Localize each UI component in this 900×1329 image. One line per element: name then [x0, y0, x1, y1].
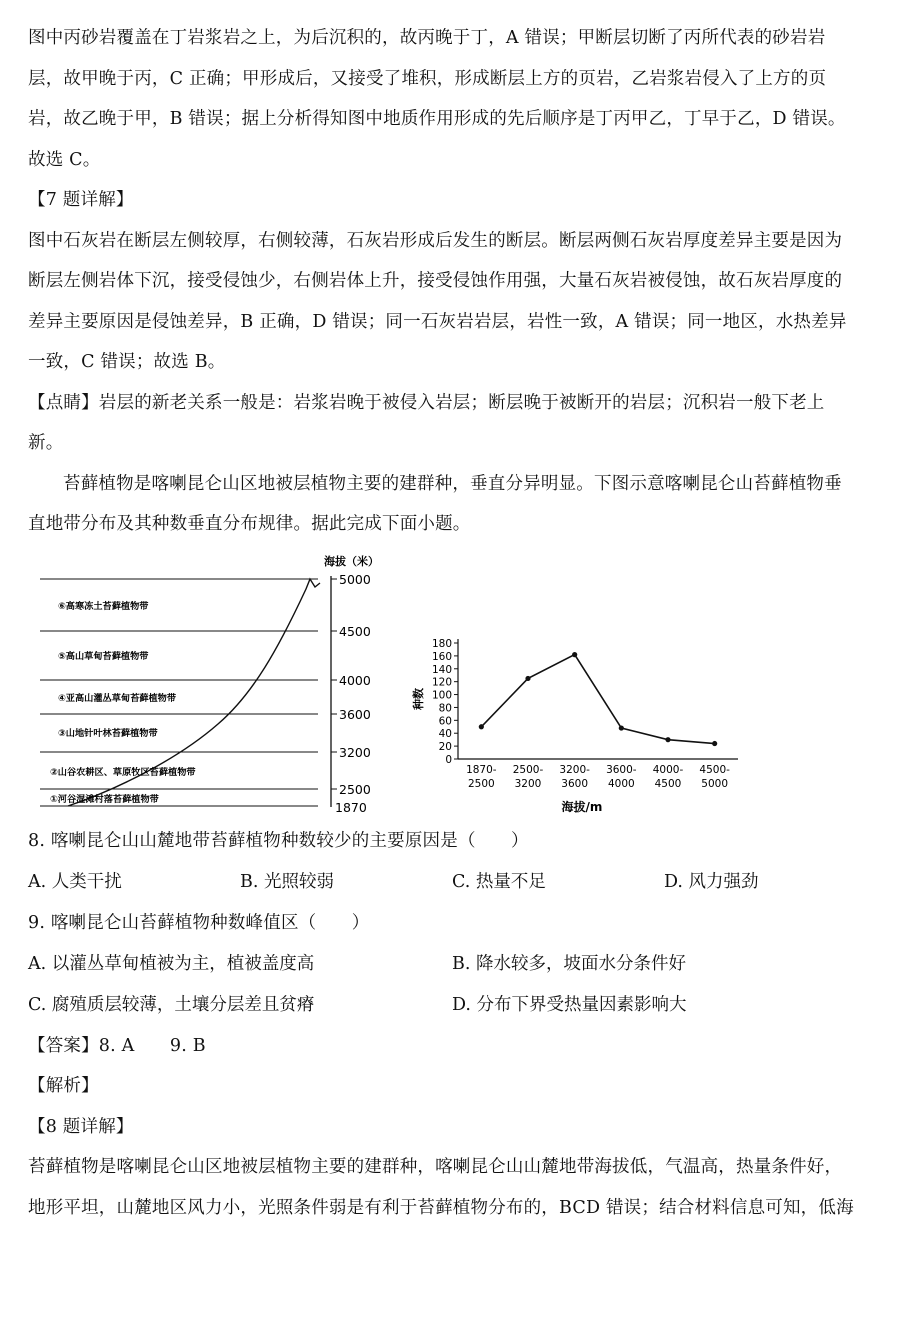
text-line: 故选 C。 — [28, 149, 101, 170]
intro-line: 直地带分布及其种数垂直分布规律。据此完成下面小题。 — [28, 514, 471, 534]
figure — [28, 549, 876, 817]
x-tick-label: 3200- — [559, 763, 590, 776]
q9-option-b[interactable]: B. 降水较多，坡面水分条件好 — [452, 953, 686, 974]
y-tick-label: 100 — [431, 689, 452, 702]
q8-heading: 【8 题详解】 — [28, 1116, 134, 1137]
q8-option-a[interactable]: A. 人类干扰 — [28, 871, 122, 892]
belt-label: ⑥高寒冻土苔藓植物带 — [58, 600, 149, 612]
answer-line: 【答案】8. A 9. B — [28, 1035, 206, 1056]
x-tick-label: 5000 — [701, 777, 729, 790]
left-axis-title: 海拔（米） — [324, 554, 379, 568]
belt-label: ②山谷农耕区、草原牧区苔藓植物带 — [50, 766, 196, 778]
species-line-chart — [400, 549, 800, 817]
y-tick-label: 120 — [431, 676, 452, 689]
y-tick-label: 20 — [438, 740, 452, 753]
q9-option-a[interactable]: A. 以灌丛草甸植被为主，植被盖度高 — [28, 953, 315, 974]
belt-label: ③山地针叶林苔藓植物带 — [58, 727, 158, 739]
q8-option-c[interactable]: C. 热量不足 — [452, 871, 546, 892]
x-tick-label: 2500 — [467, 777, 495, 790]
text-line: 差异主要原因是侵蚀差异，B 正确，D 错误；同一石灰岩岩层，岩性一致，A 错误；同一地区，水热差异 — [28, 311, 847, 332]
tick-label: 4500 — [339, 623, 371, 639]
y-tick-label: 60 — [438, 714, 452, 727]
q8-option-b[interactable]: B. 光照较弱 — [240, 871, 334, 892]
y-tick-label: 80 — [438, 701, 452, 714]
text-line: 图中丙砂岩覆盖在丁岩浆岩之上，为后沉积的，故丙晚于丁，A 错误；甲断层切断了丙所代表的砂岩岩 — [28, 28, 826, 48]
text-line: 岩，故乙晚于甲，B 错误；据上分析得知图中地质作用形成的先后顺序是丁丙甲乙，丁早于乙，D 错误。 — [28, 109, 846, 129]
x-tick-label: 3600- — [606, 763, 637, 776]
text-line: 一致，C 错误；故选 B。 — [28, 352, 226, 372]
text-line: 断层左侧岩体下沉，接受侵蚀少，右侧岩体上升，接受侵蚀作用强，大量石灰岩被侵蚀，故石灰岩厚度的 — [28, 271, 843, 291]
vertical-belt-diagram — [28, 549, 428, 817]
q9-option-d[interactable]: D. 分布下界受热量因素影响大 — [452, 994, 687, 1015]
x-tick-label: 4500 — [654, 777, 682, 790]
q7-heading: 【7 题详解】 — [28, 190, 134, 210]
q9-option-c[interactable]: C. 腐殖质层较薄，土壤分层差且贫瘠 — [28, 994, 315, 1015]
y-tick-label: 140 — [431, 663, 452, 676]
q9-stem: 9. 喀喇昆仑山苔藓植物种数峰值区（ ） — [28, 912, 370, 933]
document-page — [28, 18, 876, 1228]
y-tick-label: 160 — [431, 650, 452, 663]
x-tick-label: 1870- — [466, 763, 497, 776]
tip-line: 【点睛】岩层的新老关系一般是：岩浆岩晚于被侵入岩层；断层晚于被断开的岩层；沉积岩一般下老上 — [28, 392, 825, 413]
belt-label: ④亚高山灌丛草甸苔藓植物带 — [58, 692, 177, 704]
x-tick-label: 3600 — [561, 777, 589, 790]
series-line — [481, 654, 714, 743]
y-tick-label: 0 — [445, 753, 452, 766]
text-line: 图中石灰岩在断层左侧较厚，右侧较薄，石灰岩形成后发生的断层。断层两侧石灰岩厚度差异主要是因为 — [28, 230, 843, 251]
x-tick-label: 4500- — [699, 763, 730, 776]
tick-label: 3200 — [339, 744, 371, 760]
q8-option-d[interactable]: D. 风力强劲 — [664, 871, 759, 892]
x-tick-label: 4000- — [652, 763, 684, 776]
analysis-heading: 【解析】 — [28, 1076, 99, 1096]
y-tick-label: 40 — [438, 727, 452, 740]
tick-label: 4000 — [339, 672, 371, 688]
chart-xlabel: 海拔/m — [561, 799, 603, 814]
belt-label: ⑤高山草甸苔藓植物带 — [58, 650, 149, 662]
tick-label: 2500 — [339, 781, 371, 797]
text-line: 地形平坦，山麓地区风力小，光照条件弱是有利于苔藓植物分布的，BCD 错误；结合材料信息可知，低海 — [28, 1197, 854, 1218]
tick-label: 5000 — [339, 571, 371, 587]
x-tick-label: 3200 — [514, 777, 542, 790]
data-point — [712, 740, 717, 745]
q8-stem: 8. 喀喇昆仑山山麓地带苔藓植物种数较少的主要原因是（ ） — [28, 830, 529, 851]
chart-ylabel: 种数 — [412, 687, 425, 710]
x-tick-label: 2500- — [512, 763, 544, 776]
q9-options-row2 — [28, 985, 876, 1026]
tip-line: 新。 — [28, 433, 64, 453]
tick-label: 1870 — [335, 799, 367, 815]
elevation-ticks — [331, 572, 371, 815]
y-tick-label: 180 — [431, 637, 452, 650]
q9-options-row1 — [28, 944, 876, 985]
belt-label: ①河谷湿滩村落苔藓植物带 — [50, 793, 159, 805]
x-tick-label: 4000 — [607, 777, 635, 790]
data-point — [619, 725, 624, 730]
data-point — [525, 675, 530, 680]
q8-options — [28, 862, 876, 903]
tick-label: 3600 — [339, 706, 371, 722]
data-point — [665, 737, 670, 742]
data-point — [479, 724, 484, 729]
text-line: 层，故甲晚于丙，C 正确；甲形成后，又接受了堆积，形成断层上方的页岩，乙岩浆岩侵入了上方的页 — [28, 68, 827, 89]
text-line: 苔藓植物是喀喇昆仑山区地被层植物主要的建群种，喀喇昆仑山山麓地带海拔低，气温高，热量条件好， — [28, 1157, 843, 1177]
data-point — [572, 652, 577, 657]
intro-line: 苔藓植物是喀喇昆仑山区地被层植物主要的建群种，垂直分异明显。下图示意喀喇昆仑山苔藓植物垂 — [63, 473, 842, 494]
